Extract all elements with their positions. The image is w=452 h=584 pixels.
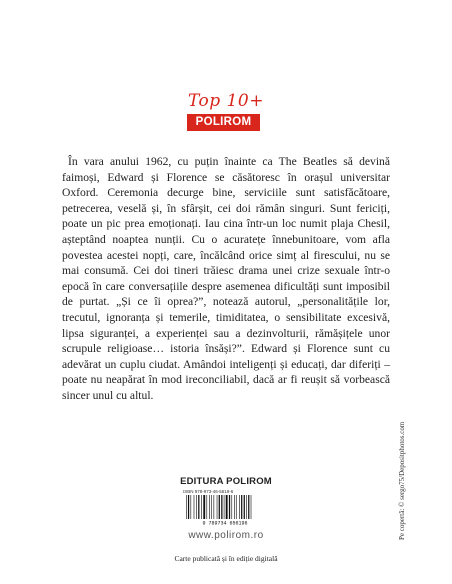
back-cover-blurb: În vara anului 1962, cu puțin înainte ca The Beatles să devină faimoși, Edward și Florence se căsătoresc în orașul universitar Oxford. Ceremonia decurge bine, serviciile sunt satisfăcătoare, petrecerea, veselă și, în sfârșit, cei doi rămân singuri. Sunt fericiți, poate un pic prea emoționați. Iau cina într-un loc numit plaja Chesil, așteptând noaptea nunții. Cu o acuratețe înnebunitoare, vom afla povestea acestei nopți, care, încălcând orice simț al firescului, nu se mai consumă. Cei doi tineri trăiesc drama unei crize sexuale într-o epocă în care conversațiile despre asemenea dificultăți sunt imposibil de purtat. „Și ce îi oprea?”, notează autorul, „personalitățile lor, trecutul, ignoranța și temerile, timiditatea, o sensibilitate excesivă, lipsa siguranței, a experienței sau a dezinvolturii, rămășițele unor scrupule religioase… istoria însăși?”. Edward și Florence sunt cu adevărat un cuplu ciudat. Amândoi inteligenți și educați, dar diferiți – poate nu neapărat în mod ireconciliabil, dacă ar fi reușit să vorbească sincer unul cu altul. — [62, 155, 390, 402]
cover-photo-credit: Pe copertă: © sergo75/Depositphotos.com — [398, 421, 406, 540]
isbn-label: ISBN 978-973-46-5619-6 — [183, 489, 234, 494]
barcode-digits: 9 789734 656196 — [202, 520, 248, 525]
barcode-image — [183, 495, 267, 525]
publisher-name: EDITURA POLIROM — [180, 476, 272, 487]
series-logo: Top 10+ — [188, 91, 264, 111]
publisher-website[interactable]: www.polirom.ro — [188, 530, 264, 541]
digital-edition-note: Carte publicată și în ediție digitală — [174, 554, 278, 563]
publisher-logo: POLIROM — [187, 114, 260, 131]
